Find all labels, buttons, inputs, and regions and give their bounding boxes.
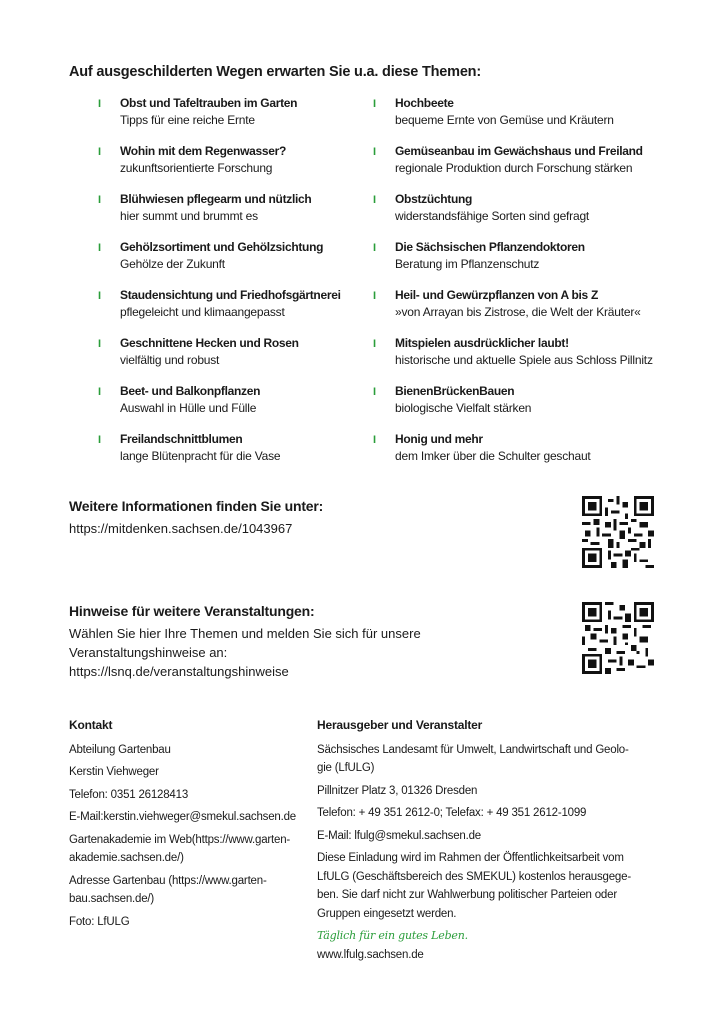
hints-text-1: Wählen Sie hier Ihre Themen und melden Sie sich für unsere xyxy=(69,626,421,641)
publisher-line: gie (LfULG) xyxy=(317,762,375,774)
publisher-block xyxy=(317,716,657,964)
contact-line: Abteilung Gartenbau xyxy=(69,743,171,756)
bullet-marker: I xyxy=(373,386,377,398)
bullet-marker: I xyxy=(373,194,377,206)
website-link[interactable]: www.lfulg.sachsen.de xyxy=(317,948,424,961)
qr-code-icon xyxy=(582,602,654,674)
contact-line: akademie.sachsen.de/) xyxy=(69,852,184,864)
topic-subtitle: regionale Produktion durch Forschung stärken xyxy=(395,161,633,175)
topic-subtitle: »von Arrayan bis Zistrose, die Welt der Kräuter« xyxy=(395,305,641,319)
publisher-email[interactable]: E-Mail: lfulg@smekul.sachsen.de xyxy=(317,829,481,842)
topic-title: Gehölzsortiment und Gehölzsichtung xyxy=(120,240,324,254)
bullet-marker: I xyxy=(98,98,102,110)
bullet-marker: I xyxy=(373,242,377,254)
bullet-marker: I xyxy=(98,338,102,350)
topic-title: Geschnittene Hecken und Rosen xyxy=(120,336,299,350)
bullet-marker: I xyxy=(373,338,377,350)
topic-title: BienenBrückenBauen xyxy=(395,384,515,398)
topic-subtitle: hier summt und brummt es xyxy=(120,209,258,223)
contact-line: Gartenakademie im Web(https://www.garten- xyxy=(69,833,291,846)
publisher-title: Herausgeber und Veranstalter xyxy=(317,718,483,732)
topic-title: Beet- und Balkonpflanzen xyxy=(120,384,261,398)
contact-line: Adresse Gartenbau (https://www.garten- xyxy=(69,874,267,887)
topic-subtitle: pflegeleicht und klimaangepasst xyxy=(120,305,285,319)
topic-subtitle: lange Blütenpracht für die Vase xyxy=(120,449,281,463)
hints-title: Hinweise für weitere Veranstaltungen: xyxy=(69,603,315,619)
info-link[interactable]: https://mitdenken.sachsen.de/1043967 xyxy=(69,521,293,536)
topic-subtitle: Beratung im Pflanzenschutz xyxy=(395,257,540,271)
bullet-marker: I xyxy=(98,434,102,446)
topic-subtitle: dem Imker über die Schulter geschaut xyxy=(395,449,591,463)
publisher-phone: Telefon: + 49 351 2612-0; Telefax: + 49 351 2612-1099 xyxy=(317,807,587,819)
publisher-line: Sächsisches Landesamt für Umwelt, Landwirtschaft und Geolo- xyxy=(317,743,629,756)
photo-credit: Foto: LfULG xyxy=(69,915,130,928)
bullet-marker: I xyxy=(98,290,102,302)
topic-subtitle: vielfältig und robust xyxy=(120,353,220,367)
publisher-line: LfULG (Geschäftsbereich des SMEKUL) kostenlos herausgege- xyxy=(317,870,631,883)
topic-title: Freilandschnittblumen xyxy=(120,432,243,446)
topic-subtitle: Auswahl in Hülle und Fülle xyxy=(120,401,257,415)
slogan-signature: Täglich für ein gutes Leben. xyxy=(317,929,468,942)
topic-title: Heil- und Gewürzpflanzen von A bis Z xyxy=(395,288,598,302)
topic-subtitle: widerstandsfähige Sorten sind gefragt xyxy=(395,209,590,223)
bullet-marker: I xyxy=(98,386,102,398)
topic-title: Honig und mehr xyxy=(395,432,483,446)
topic-subtitle: Gehölze der Zukunft xyxy=(120,257,225,271)
topic-subtitle: Tipps für eine reiche Ernte xyxy=(120,113,255,127)
bullet-marker: I xyxy=(98,146,102,158)
publisher-line: ben. Sie darf nicht zur Wahlwerbung politischer Parteien oder xyxy=(317,889,617,901)
qr-code-icon xyxy=(582,496,654,568)
topic-title: Staudensichtung und Friedhofsgärtnerei xyxy=(120,288,341,302)
topic-title: Mitspielen ausdrücklicher laubt! xyxy=(395,336,569,350)
contact-line: Telefon: 0351 26128413 xyxy=(69,788,189,801)
hints-link[interactable]: https://lsnq.de/veranstaltungshinweise xyxy=(69,664,289,679)
contact-block xyxy=(69,716,309,931)
contact-line: Kerstin Viehweger xyxy=(69,766,159,778)
bullet-marker: I xyxy=(98,194,102,206)
page-heading: Auf ausgeschilderten Wegen erwarten Sie u.a. diese Themen: xyxy=(69,64,481,80)
topic-title: Hochbeete xyxy=(395,96,454,110)
bullet-marker: I xyxy=(373,290,377,302)
bullet-marker: I xyxy=(98,242,102,254)
bullet-marker: I xyxy=(373,146,377,158)
topic-subtitle: biologische Vielfalt stärken xyxy=(395,401,532,415)
info-title: Weitere Informationen finden Sie unter: xyxy=(69,498,324,514)
contact-title: Kontakt xyxy=(69,718,113,732)
topic-subtitle: historische und aktuelle Spiele aus Schloss Pillnitz xyxy=(395,353,653,367)
bullet-marker: I xyxy=(373,98,377,110)
topic-subtitle: zukunftsorientierte Forschung xyxy=(120,161,273,175)
contact-email[interactable]: E-Mail:kerstin.viehweger@smekul.sachsen.de xyxy=(69,811,296,823)
topic-subtitle: bequeme Ernte von Gemüse und Kräutern xyxy=(395,113,614,127)
topic-title: Obstzüchtung xyxy=(395,192,473,206)
hints-text-2: Veranstaltungshinweise an: xyxy=(69,645,228,660)
publisher-address: Pillnitzer Platz 3, 01326 Dresden xyxy=(317,784,478,797)
topic-title: Wohin mit dem Regenwasser? xyxy=(120,144,287,158)
topic-title: Die Sächsischen Pflanzendoktoren xyxy=(395,240,585,254)
publisher-line: Gruppen eingesetzt werden. xyxy=(317,907,457,920)
publisher-line: Diese Einladung wird im Rahmen der Öffentlichkeitsarbeit vom xyxy=(317,852,624,864)
topic-title: Blühwiesen pflegearm und nützlich xyxy=(120,192,312,206)
contact-line: bau.sachsen.de/) xyxy=(69,893,155,905)
bullet-marker: I xyxy=(373,434,377,446)
topic-title: Obst und Tafeltrauben im Garten xyxy=(120,96,298,110)
topic-title: Gemüseanbau im Gewächshaus und Freiland xyxy=(395,144,643,158)
